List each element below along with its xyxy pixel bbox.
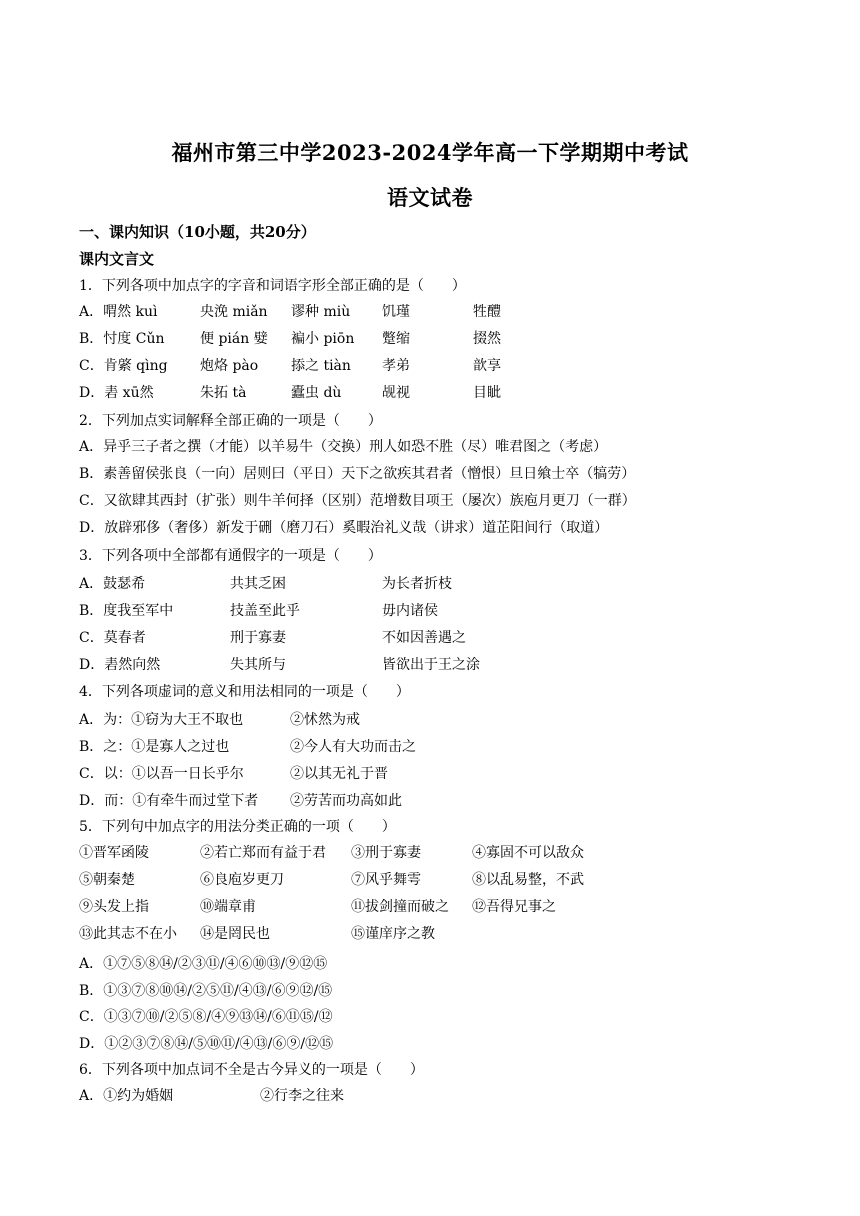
option-cell: B．度我至军中 bbox=[79, 603, 174, 619]
question-6-stem: 6．下列各项中加点词不全是古今异义的一项是（ ） bbox=[79, 1062, 424, 1078]
option-cell: 饥瑾 bbox=[382, 304, 410, 320]
option-cell: A．喟然 kuì bbox=[79, 304, 158, 320]
section-heading: 一、课内知识（10小题，共20分） bbox=[79, 223, 316, 241]
option-cell: A．鼓瑟希 bbox=[79, 576, 146, 592]
item-cell: ⑨头发上指 bbox=[79, 899, 149, 915]
item-cell: ⑦风乎舞雩 bbox=[351, 872, 421, 888]
option-cell: ②劳苦而功高如此 bbox=[290, 793, 402, 809]
option-cell: 牲醴 bbox=[473, 304, 501, 320]
subsection-heading: 课内文言文 bbox=[79, 250, 155, 268]
option-cell: B．之：①是寡人之过也 bbox=[79, 739, 230, 755]
option-cell: 共其乏困 bbox=[230, 576, 286, 592]
item-cell: ①晋军函陵 bbox=[79, 845, 149, 861]
question-2-option-d: D．放辟邪侈（奢侈）新发于硎（磨刀石）奚暇治礼义哉（讲求）道芷阳间行（取道） bbox=[79, 520, 609, 536]
option-cell: 便 pián 嬖 bbox=[200, 331, 268, 347]
option-cell: 皆欲出于王之涂 bbox=[382, 657, 480, 673]
item-cell: ⑩端章甫 bbox=[200, 899, 256, 915]
question-5-option-a: A．①⑦⑤⑧⑭/②③⑪/④⑥⑩⑬/⑨⑫⑮ bbox=[79, 956, 328, 972]
option-cell: ②以其无礼于晋 bbox=[290, 766, 388, 782]
question-3-stem: 3．下列各项中全部都有通假字的一项是（ ） bbox=[79, 548, 382, 564]
item-cell: ⑫吾得兄事之 bbox=[472, 899, 556, 915]
option-cell: 蹩缩 bbox=[382, 331, 410, 347]
option-cell: B．忖度 Cǔn bbox=[79, 331, 165, 347]
option-cell: 歆享 bbox=[473, 358, 501, 374]
option-cell: 毋内诸侯 bbox=[382, 603, 438, 619]
item-cell: ⑤朝秦楚 bbox=[79, 872, 135, 888]
option-cell: 目眦 bbox=[473, 385, 501, 401]
item-cell: ⑭是罔民也 bbox=[200, 926, 270, 942]
question-5-option-c: C．①③⑦⑩/②⑤⑧/④⑨⑬⑭/⑥⑪⑮/⑫ bbox=[79, 1009, 333, 1025]
option-cell: 孝弟 bbox=[382, 358, 410, 374]
option-cell: 褊小 piōn bbox=[291, 331, 355, 347]
option-cell: 掇然 bbox=[473, 331, 501, 347]
item-cell: ③刑于寡妻 bbox=[351, 845, 421, 861]
option-cell: 觇视 bbox=[382, 385, 410, 401]
option-cell: 为长者折枝 bbox=[382, 576, 452, 592]
option-cell: 刑于寡妻 bbox=[230, 630, 286, 646]
question-5-stem: 5．下列句中加点字的用法分类正确的一项（ ） bbox=[79, 819, 396, 835]
option-cell: 掭之 tiàn bbox=[291, 358, 351, 374]
question-2-option-a: A．异乎三子者之撰（才能）以羊易牛（交换）刑人如恐不胜（尽）唯君图之（考虑） bbox=[79, 439, 608, 455]
option-cell: A．为：①窃为大王不取也 bbox=[79, 712, 244, 728]
item-cell: ⑮谨庠序之教 bbox=[351, 926, 435, 942]
option-cell: C．肯綮 qìng bbox=[79, 358, 168, 374]
option-cell: 炮烙 pào bbox=[200, 358, 259, 374]
option-cell: 朱拓 tà bbox=[200, 385, 247, 401]
question-1-stem: 1．下列各项中加点字的字音和词语字形全部正确的是（ ） bbox=[79, 278, 466, 294]
question-5-option-b: B．①③⑦⑧⑩⑭/②⑤⑪/④⑬/⑥⑨⑫/⑮ bbox=[79, 983, 333, 999]
option-cell: 技盖至此乎 bbox=[230, 603, 300, 619]
item-cell: ②若亡郑而有益于君 bbox=[200, 845, 326, 861]
item-cell: ⑬此其志不在小 bbox=[79, 926, 177, 942]
question-4-stem: 4．下列各项虚词的意义和用法相同的一项是（ ） bbox=[79, 684, 410, 700]
option-cell: D．砉然向然 bbox=[79, 657, 161, 673]
item-cell: ⑪拔剑撞而破之 bbox=[351, 899, 449, 915]
question-2-stem: 2．下列加点实词解释全部正确的一项是（ ） bbox=[79, 413, 382, 429]
question-5-option-d: D．①②③⑦⑧⑭/⑤⑩⑪/④⑬/⑥⑨/⑫⑮ bbox=[79, 1036, 334, 1052]
page-title: 福州市第三中学2023-2024学年高一下学期期中考试 bbox=[171, 140, 689, 165]
option-cell: 失其所与 bbox=[230, 657, 286, 673]
option-cell: D．而：①有牵牛而过堂下者 bbox=[79, 793, 259, 809]
question-2-option-c: C．又欲肆其西封（扩张）则牛羊何择（区别）范增数目项王（屡次）族庖月更刀（一群） bbox=[79, 493, 636, 509]
item-cell: ⑥良庖岁更刀 bbox=[200, 872, 284, 888]
page-subtitle: 语文试卷 bbox=[387, 185, 473, 210]
item-cell: ④寡固不可以敌众 bbox=[472, 845, 584, 861]
option-cell: A．①约为婚姻 bbox=[79, 1088, 174, 1104]
item-cell: ⑧以乱易整，不武 bbox=[472, 872, 584, 888]
option-cell: C．以：①以吾一日长乎尔 bbox=[79, 766, 244, 782]
option-cell: 不如因善遇之 bbox=[382, 630, 466, 646]
option-cell: 谬种 miù bbox=[291, 304, 351, 320]
question-2-option-b: B．素善留侯张良（一向）居则曰（平日）天下之欲疾其君者（憎恨）旦日飨士卒（犒劳） bbox=[79, 466, 636, 482]
option-cell: 央浼 miǎn bbox=[200, 304, 268, 320]
option-cell: C．莫春者 bbox=[79, 630, 146, 646]
option-cell: 蠹虫 dù bbox=[291, 385, 342, 401]
option-cell: ②今人有大功而击之 bbox=[290, 739, 416, 755]
option-cell: ②行李之往来 bbox=[260, 1088, 344, 1104]
option-cell: D．砉 xū然 bbox=[79, 385, 154, 401]
option-cell: ②怵然为戒 bbox=[290, 712, 360, 728]
